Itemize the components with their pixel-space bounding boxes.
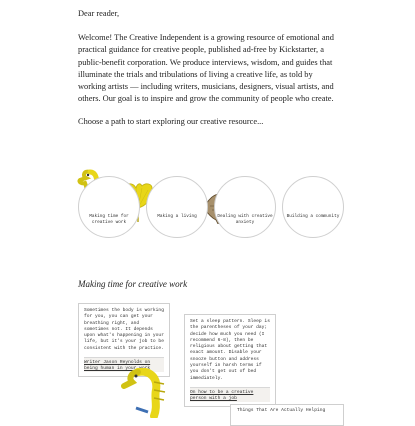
- letter-intro: Welcome! The Creative Independent is a growing resource of emotional and practical guidance for creative people, published ad-free by Kickstarter, a public-benefit corporation. We produce interviews, wisdom, and guides that illuminate the trials and tribulations of living a creative life, as told by working artists — including writers, musicians, designers, visual artists, and others. Our goal is to inspire and grow the community of people who create.: [78, 33, 334, 104]
- quote-card[interactable]: [78, 303, 170, 377]
- path-building-community[interactable]: [282, 176, 344, 238]
- article-title: Things That Are Actually Helping: [237, 408, 326, 413]
- quote-source-link[interactable]: Writer Jason Reynolds on being human in your work: [84, 357, 164, 372]
- section-title: Making time for creative work: [78, 279, 188, 289]
- path-making-living[interactable]: [146, 176, 208, 238]
- quote-source-link[interactable]: On how to be a creative person with a job: [190, 387, 270, 402]
- article-card[interactable]: [230, 404, 344, 426]
- seahorse-icon: [118, 368, 178, 418]
- quote-card[interactable]: [184, 314, 276, 407]
- letter-prompt: Choose a path to start exploring our creative resource...: [78, 117, 264, 127]
- path-label: Building a community: [286, 214, 340, 219]
- quote-text: Set a sleep pattern. Sleep is the parentheses of your day; decide how much you need (I recommend 6-8), then be religious about getting that exact amount. Disable your snooze button and address yourself in harsh terms if you don't get out of bed immediately.: [190, 319, 270, 381]
- path-label: Making time for creative work: [89, 214, 129, 225]
- welcome-letter: [78, 8, 340, 140]
- letter-greeting: Dear reader,: [78, 9, 120, 18]
- path-chooser: [76, 166, 342, 230]
- path-label: Making a living: [157, 214, 197, 219]
- path-creative-anxiety[interactable]: [214, 176, 276, 238]
- path-label: Dealing with creative anxiety: [217, 214, 273, 225]
- quote-text: Sometimes the body is working for you, you can get your breathing right, and sometimes not. It depends upon what's happening in your life, but it's your job to be consistent with the practice.: [84, 308, 164, 351]
- path-making-time[interactable]: [78, 176, 140, 238]
